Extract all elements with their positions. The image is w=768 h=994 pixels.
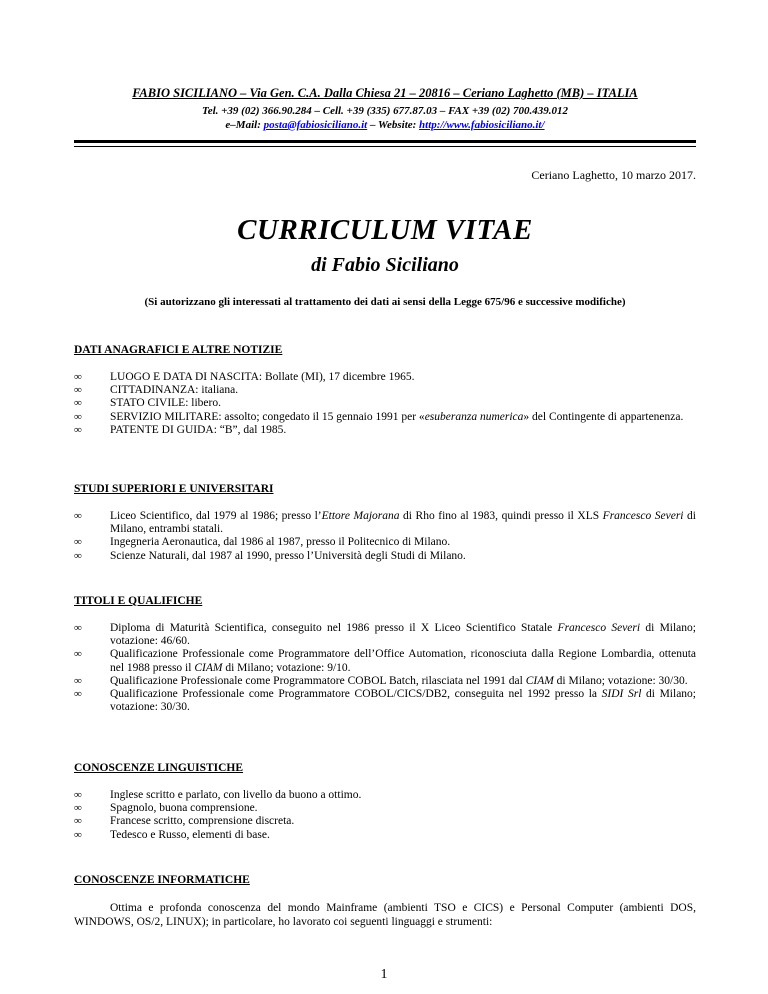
letterhead-address: FABIO SICILIANO – Via Gen. C.A. Dalla Chiesa 21 – 20816 – Ceriano Laghetto (MB) – ITALIA xyxy=(132,86,638,100)
website-label: – Website: xyxy=(367,119,420,131)
bullet-icon: ∞ xyxy=(74,688,82,701)
document-subtitle: di Fabio Siciliano xyxy=(311,254,459,276)
bullet-icon: ∞ xyxy=(74,789,82,801)
privacy-note: (Si autorizzano gli interessati al trattamento dei dati ai sensi della Legge 675/96 e successive modifiche) xyxy=(144,296,626,308)
list-item: ∞ Tedesco e Russo, elementi di base. xyxy=(74,828,270,841)
bullet-icon: ∞ xyxy=(74,828,82,841)
section-heading: CONOSCENZE INFORMATICHE xyxy=(74,874,250,886)
section-anagrafici xyxy=(74,343,696,437)
section-lingue xyxy=(74,761,696,842)
header-rule-thick xyxy=(74,140,696,143)
list-item: ∞ Diploma di Maturità Scientifica, conseguito nel 1986 presso il X Liceo Scientifico Statale Francesco Severi di Milano; votazione: 46/60. xyxy=(74,622,696,648)
anagrafici-list xyxy=(74,371,696,437)
informatiche-paragraph: Ottima e profonda conoscenza del mondo Mainframe (ambienti TSO e CICS) e Personal Computer (ambienti DOS, WINDOWS, OS/2, LINUX); in particolare, ho lavorato coi seguenti linguaggi e strumenti: xyxy=(74,902,696,928)
letterhead-phones: Tel. +39 (02) 366.90.284 – Cell. +39 (335) 677.87.03 – FAX +39 (02) 700.439.012 xyxy=(201,105,568,117)
letterhead-online xyxy=(74,118,696,132)
list-item: ∞ Francese scritto, comprensione discreta. xyxy=(74,815,295,828)
bullet-icon: ∞ xyxy=(74,536,82,549)
list-item: ∞ Liceo Scientifico, dal 1979 al 1986; presso l’Ettore Majorana di Rho fino al 1983, quindi presso il XLS Francesco Severi di Milano, entrambi statali. xyxy=(74,510,696,536)
titoli-list xyxy=(74,622,696,714)
list-item: ∞ Qualificazione Professionale come Programmatore dell’Office Automation, riconosciuta dalla Regione Lombardia, ottenuta nel 1988 presso il CIAM di Milano; votazione: 9/10. xyxy=(74,648,696,674)
bullet-icon: ∞ xyxy=(74,397,82,410)
date-line: Ceriano Laghetto, 10 marzo 2017. xyxy=(531,168,696,182)
section-heading: TITOLI E QUALIFICHE xyxy=(74,595,203,607)
list-item: ∞ Qualificazione Professionale come Programmatore COBOL Batch, rilasciata nel 1991 dal CIAM di Milano; votazione: 30/30. xyxy=(74,674,688,687)
bullet-icon: ∞ xyxy=(74,648,82,661)
list-item: ∞ Ingegneria Aeronautica, dal 1986 al 1987, presso il Politecnico di Milano. xyxy=(74,536,451,549)
section-titoli xyxy=(74,594,696,714)
bullet-icon: ∞ xyxy=(74,384,82,397)
bullet-icon: ∞ xyxy=(74,410,82,423)
lingue-list xyxy=(74,789,696,842)
bullet-icon: ∞ xyxy=(74,371,82,383)
section-heading: CONOSCENZE LINGUISTICHE xyxy=(74,762,244,774)
list-item: ∞ STATO CIVILE: libero. xyxy=(74,397,221,410)
email-link[interactable]: posta@fabiosiciliano.it xyxy=(263,119,368,131)
section-heading: DATI ANAGRAFICI E ALTRE NOTIZIE xyxy=(74,344,283,356)
bullet-icon: ∞ xyxy=(74,815,82,828)
bullet-icon: ∞ xyxy=(74,674,82,687)
bullet-icon: ∞ xyxy=(74,549,82,562)
bullet-icon: ∞ xyxy=(74,622,82,634)
website-link[interactable]: http://www.fabiosiciliano.it/ xyxy=(419,119,545,131)
studi-list xyxy=(74,510,696,563)
bullet-icon: ∞ xyxy=(74,423,82,436)
header-rule-thin xyxy=(74,146,696,147)
list-item: ∞ SERVIZIO MILITARE: assolto; congedato il 15 gennaio 1991 per «esuberanza numerica» del Contingente di appartenenza. xyxy=(74,410,684,423)
bullet-icon: ∞ xyxy=(74,802,82,815)
email-label: e–Mail: xyxy=(225,119,264,131)
letterhead-contacts xyxy=(74,104,696,132)
list-item: ∞ Qualificazione Professionale come Programmatore COBOL/CICS/DB2, conseguita nel 1992 presso la SIDI Srl di Milano; votazione: 30/30. xyxy=(74,688,696,714)
list-item: ∞ Spagnolo, buona comprensione. xyxy=(74,802,258,815)
list-item: ∞ LUOGO E DATA DI NASCITA: Bollate (MI), 17 dicembre 1965. xyxy=(74,371,415,383)
section-studi xyxy=(74,482,696,563)
document-title: CURRICULUM VITAE xyxy=(237,214,533,246)
bullet-icon: ∞ xyxy=(74,510,82,522)
list-item: ∞ Inglese scritto e parlato, con livello da buono a ottimo. xyxy=(74,789,362,801)
list-item: ∞ CITTADINANZA: italiana. xyxy=(74,384,239,397)
page-number: 1 xyxy=(380,967,388,982)
list-item: ∞ Scienze Naturali, dal 1987 al 1990, presso l’Università degli Studi di Milano. xyxy=(74,549,466,562)
section-informatiche xyxy=(74,873,696,929)
list-item: ∞ PATENTE DI GUIDA: “B”, dal 1985. xyxy=(74,423,287,436)
section-heading: STUDI SUPERIORI E UNIVERSITARI xyxy=(74,483,274,495)
